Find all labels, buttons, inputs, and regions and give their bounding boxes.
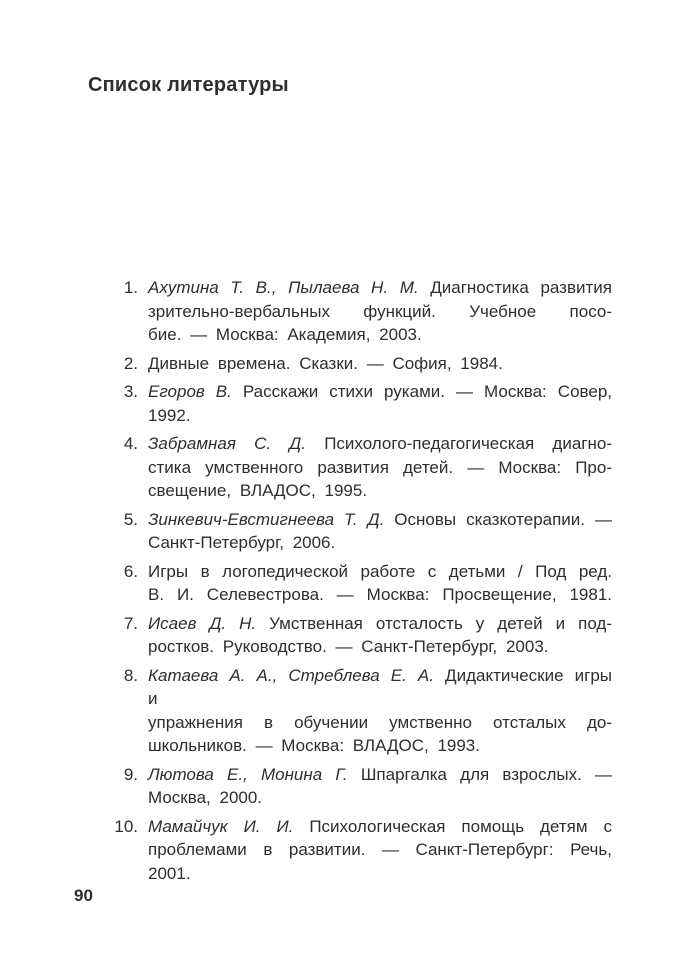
reference-line (148, 838, 612, 862)
reference-item (98, 763, 612, 810)
reference-title-text: Психологическая помощь детям с (293, 816, 612, 836)
reference-title-text: бие. — Москва: Академия, 2003. (148, 325, 422, 344)
reference-author: Мамайчук И. И. (148, 816, 294, 836)
reference-line (148, 635, 612, 659)
reference-title-text: проблемами в развитии. — Санкт-Петербург: Речь, (148, 840, 612, 859)
reference-title-text: 2001. (148, 863, 191, 883)
reference-title-text: Умственная отсталость у детей и под- (256, 613, 613, 633)
reference-author: Катаева А. А., Стреблева Е. А. (148, 665, 434, 685)
reference-text (148, 352, 612, 376)
reference-text (148, 664, 612, 758)
reference-number: 6. (123, 561, 138, 581)
reference-number: 5. (123, 509, 138, 529)
reference-item (98, 612, 612, 659)
reference-line (148, 479, 612, 503)
reference-text (148, 560, 612, 607)
reference-item (98, 560, 612, 607)
reference-author: Ахутина Т. В., Пылаева Н. М. (148, 278, 419, 297)
reference-item (98, 815, 612, 886)
reference-line (148, 456, 612, 480)
reference-text (148, 508, 612, 555)
reference-title-text: Игры в логопедической работе с детьми / Под ред. (148, 561, 612, 581)
reference-text (148, 276, 612, 347)
reference-line (148, 300, 612, 324)
reference-title-text: В. И. Селевестрова. — Москва: Просвещение, 1981. (148, 585, 612, 604)
reference-title-text: Дивные времена. Сказки. — София, 1984. (148, 353, 503, 373)
reference-line (148, 323, 612, 347)
reference-line (148, 380, 612, 404)
reference-title-text: свещение, ВЛАДОС, 1995. (148, 481, 368, 500)
reference-line (148, 862, 612, 886)
reference-title-text: Диагностика развития (418, 278, 612, 297)
reference-text (148, 380, 612, 427)
reference-number: 4. (123, 434, 138, 453)
reference-author: Егоров В. (148, 382, 232, 401)
reference-author: Лютова Е., Монина Г. (148, 764, 348, 784)
reference-title-text: Москва, 2000. (148, 788, 263, 807)
reference-item (98, 664, 612, 758)
reference-item (98, 276, 612, 347)
reference-number: 8. (123, 665, 138, 685)
reference-title-text: зрительно-вербальных функций. Учебное посо- (148, 301, 612, 321)
reference-title-text: ростков. Руководство. — Санкт-Петербург, 2003. (148, 637, 549, 656)
reference-number: 9. (123, 764, 138, 784)
reference-line (148, 612, 612, 636)
reference-line (148, 404, 612, 428)
reference-text (148, 432, 612, 503)
reference-line (148, 734, 612, 758)
reference-text (148, 815, 612, 886)
reference-title-text: стика умственного развития детей. — Москва: Про- (148, 457, 612, 477)
reference-line (148, 508, 612, 532)
reference-title-text: Расскажи стихи руками. — Москва: Совер, (231, 382, 612, 401)
reference-item (98, 352, 612, 376)
reference-number: 10. (114, 816, 138, 836)
reference-item (98, 508, 612, 555)
reference-title-text: Санкт-Петербург, 2006. (148, 533, 336, 552)
reference-title-text: Шпаргалка для взрослых. — (347, 764, 612, 784)
reference-title-text: Дидактические игры и (148, 665, 612, 708)
reference-line (148, 560, 612, 584)
reference-line (148, 664, 612, 711)
reference-item (98, 432, 612, 503)
bibliography-list (98, 276, 612, 890)
reference-author: Забрамная С. Д. (148, 434, 306, 453)
reference-author: Исаев Д. Н. (148, 613, 257, 633)
reference-line (148, 711, 612, 735)
reference-text (148, 612, 612, 659)
reference-line (148, 786, 612, 810)
reference-line (148, 352, 612, 376)
reference-item (98, 380, 612, 427)
reference-line (148, 531, 612, 555)
reference-number: 2. (123, 353, 138, 373)
reference-number: 7. (123, 613, 138, 633)
reference-number: 3. (123, 382, 138, 401)
reference-title-text: Психолого-педагогическая диагно- (306, 434, 613, 453)
reference-line (148, 815, 612, 839)
page-title: Список литературы (88, 74, 289, 96)
reference-title-text: 1992. (148, 405, 191, 425)
reference-text (148, 763, 612, 810)
page-number: 90 (74, 886, 93, 905)
reference-line (148, 763, 612, 787)
reference-title-text: Основы сказкотерапии. — (384, 509, 612, 529)
reference-line (148, 432, 612, 456)
reference-title-text: упражнения в обучении умственно отсталых до- (148, 712, 612, 732)
reference-number: 1. (123, 278, 138, 297)
reference-author: Зинкевич-Евстигнеева Т. Д. (148, 509, 385, 529)
reference-line (148, 583, 612, 607)
reference-title-text: школьников. — Москва: ВЛАДОС, 1993. (148, 736, 480, 755)
reference-line (148, 276, 612, 300)
